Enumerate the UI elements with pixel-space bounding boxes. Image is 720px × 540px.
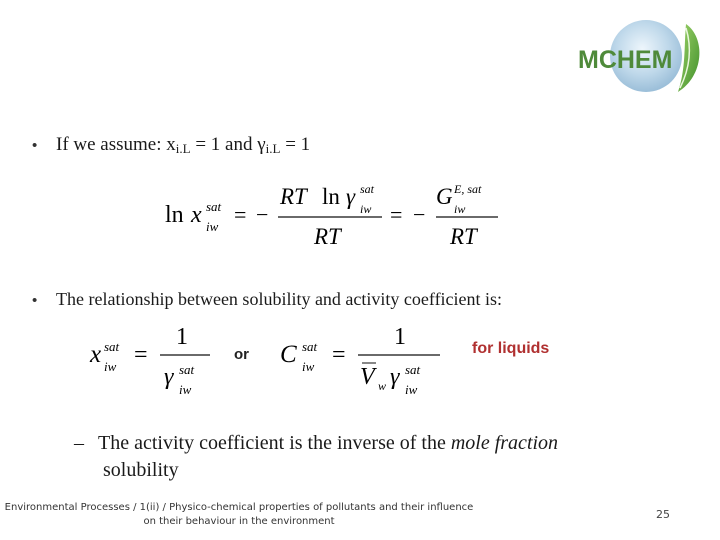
eq2-gamma-sub: iw [179,382,192,397]
eq1-ln: ln [165,202,184,228]
equation-concentration [276,318,446,400]
eq1-minus-1: − [256,202,269,227]
eq3-num-one: 1 [394,324,406,350]
footer-line-2: on their behaviour in the environment [143,516,335,527]
eq2-num-one: 1 [176,324,188,350]
logo-text: MCHEM [578,46,673,74]
eq1-num-RT: RT [280,184,307,209]
subbullet-text-2: solubility [98,459,179,481]
eq1-gamma-sub: iw [360,202,372,216]
eq3-gamma-sub: iw [405,382,418,397]
eq1-num-ln: ln [322,184,340,209]
eq1-den-RT-1: RT [314,224,341,249]
eq1-x-sub: iw [206,219,219,234]
eq3-C-sup: sat [302,339,318,354]
eq2-x: x [90,341,102,368]
subbullet-italic: mole fraction [450,432,559,454]
assumption-suffix: = 1 [280,134,311,155]
eq3-gamma-sup: sat [405,362,421,377]
subbullet-text-1: The activity coefficient is the inverse of the [98,432,451,454]
assumption-mid: = 1 and γ [190,134,266,155]
bullet-dot: • [32,292,38,309]
eq1-x: x [191,202,202,228]
for-liquids-label: for liquids [472,340,550,357]
eq1-equals-1: = [234,202,247,227]
relationship-text: The relationship between solubility and activity coefficient is: [56,289,503,309]
eq1-x-sup: sat [206,199,222,214]
eq3-V-sub: w [378,379,387,393]
equation-ln-solubility [160,176,510,252]
assumption-sub1: i.L [175,141,191,156]
eq1-minus-2: − [413,202,426,227]
equation-mole-fraction [84,318,224,400]
bullet-assumption [32,133,310,158]
assumption-sub2: i.L [265,141,281,156]
eq3-den-gamma: γ [390,364,400,390]
eq1-G-sub: iw [454,202,466,216]
eq3-equals: = [332,342,346,368]
eq2-x-sub: iw [104,359,117,374]
eq2-gamma-sup: sat [179,362,195,377]
footer-citation [4,501,474,529]
mchem-logo [574,18,706,100]
eq3-C-sub: iw [302,359,315,374]
eq2-x-sup: sat [104,339,120,354]
eq2-equals: = [134,342,148,368]
eq3-C: C [280,341,297,368]
eq1-den-RT-2: RT [450,224,477,249]
page-number: 25 [656,508,670,521]
bullet-dot: • [32,137,38,154]
eq1-gamma-sup: sat [360,182,375,196]
eq1-num-gamma: γ [346,184,356,209]
subbullet-activity-coefficient [74,430,634,484]
eq1-num-G: G [436,184,453,209]
mchem-logo-graphic [574,18,706,100]
eq3-den-V: V [360,364,375,390]
eq2-den-gamma: γ [164,364,174,390]
eq1-G-sup: E, sat [454,182,482,196]
bullet-relationship [32,287,502,313]
eq1-equals-2: = [390,202,403,227]
assumption-prefix: If we assume: x [56,134,176,155]
subbullet-dash: – [74,432,84,454]
or-label: or [234,346,249,363]
footer-line-1: Environmental Processes / 1(ii) / Physico-chemical properties of pollutants and their influence [4,502,474,513]
